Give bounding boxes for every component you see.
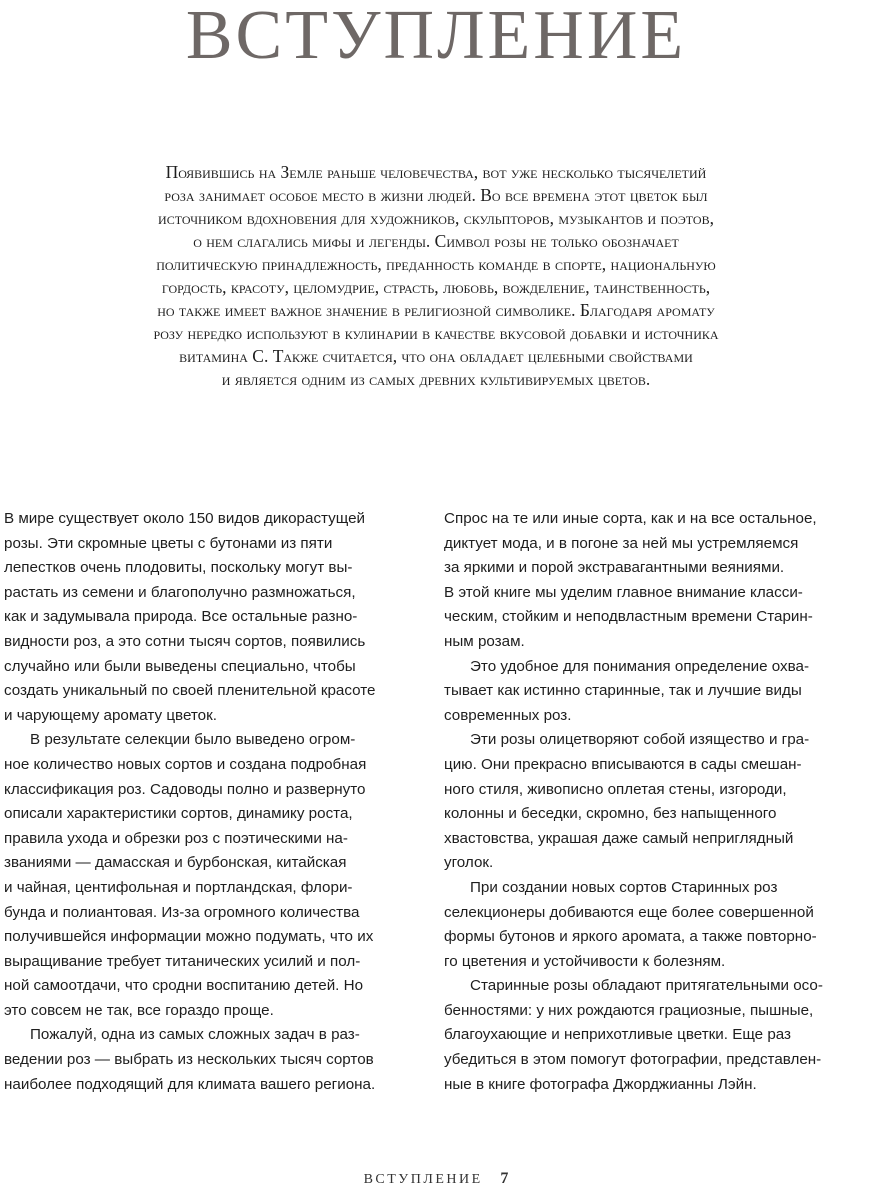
body-line: благоухающие и неприхотливые цветки. Еще раз xyxy=(444,1026,792,1044)
intro-line: и является одним из самых древних культивируемых цветов. xyxy=(221,369,651,389)
left-column xyxy=(4,507,416,1097)
body-line: го цветения и устойчивости к болезням. xyxy=(444,952,726,970)
body-line: Пожалуй, одна из самых сложных задач в раз- xyxy=(30,1026,360,1044)
body-line: формы бутонов и яркого аромата, а также повторно- xyxy=(444,928,817,946)
page-number: 7 xyxy=(500,1170,509,1187)
body-line: тывает как истинно старинные, так и лучшие виды xyxy=(444,682,802,700)
body-line: видности роз, а это сотни тысяч сортов, появились xyxy=(4,632,366,650)
intro-line: но также имеет важное значение в религиозной символике. Благодаря аромату xyxy=(157,300,715,320)
body-line: бенностями: у них рождаются грациозные, пышные, xyxy=(444,1001,814,1019)
body-line: ным розам. xyxy=(444,632,525,650)
body-line: ного стиля, живописно оплетая стены, изгороди, xyxy=(444,780,787,798)
body-line: ные в книге фотографа Джорджианны Лэйн. xyxy=(444,1075,757,1093)
body-line: лепестков очень плодовиты, поскольку могут вы- xyxy=(4,559,353,577)
body-line: описали характеристики сортов, динамику роста, xyxy=(4,805,353,823)
right-column xyxy=(444,507,862,1097)
body-line: современных роз. xyxy=(444,706,572,724)
intro-line: витамина С. Также считается, что она обладает целебными свойствами xyxy=(179,346,693,366)
body-line: случайно или были выведены специально, чтобы xyxy=(4,657,356,675)
body-line: Эти розы олицетворяют собой изящество и гра- xyxy=(470,731,810,749)
body-line: классификация роз. Садоводы полно и развернуто xyxy=(4,780,366,798)
body-line: растать из семени и благополучно размножаться, xyxy=(4,583,356,601)
body-line: ное количество новых сортов и создана подробная xyxy=(4,755,367,773)
body-line: и чайная, центифольная и портландская, флори- xyxy=(4,878,353,896)
intro-line: гордость, красоту, целомудрие, страсть, любовь, вожделение, таинственность, xyxy=(161,277,711,297)
intro-paragraph xyxy=(60,161,812,391)
body-line: званиями — дамасская и бурбонская, китайская xyxy=(4,854,347,872)
body-line: и чарующему аромату цветок. xyxy=(4,706,217,724)
body-line: выращивание требует титанических усилий и пол- xyxy=(4,952,361,970)
intro-line: политическую принадлежность, преданность команде в спорте, национальную xyxy=(156,254,716,274)
body-line: хвастовства, украшая даже самый неприглядный xyxy=(444,829,794,847)
page-title: ВСТУПЛЕНИЕ xyxy=(185,0,687,74)
intro-line: о нем слагались мифы и легенды. Символ розы не только обозначает xyxy=(193,231,679,251)
body-line: убедиться в этом помогут фотографии, представлен- xyxy=(444,1051,822,1069)
body-line: ной самоотдачи, что сродни воспитанию детей. Но xyxy=(4,977,364,995)
body-line: цию. Они прекрасно вписываются в сады смешан- xyxy=(444,755,802,773)
page-footer xyxy=(0,1170,872,1188)
body-line: наиболее подходящий для климата вашего региона. xyxy=(4,1075,376,1093)
body-line: ческим, стойким и неподвластным времени Старин- xyxy=(444,608,813,626)
body-line: бунда и полиантовая. Из-за огромного количества xyxy=(4,903,360,921)
body-line: Это удобное для понимания определение охва- xyxy=(470,657,810,675)
intro-line: розу нередко используют в кулинарии в качестве вкусовой добавки и источника xyxy=(153,323,719,343)
body-line: как и задумывала природа. Все остальные разно- xyxy=(4,608,358,626)
body-line: уголок. xyxy=(444,854,494,872)
body-line: это совсем не так, все гораздо проще. xyxy=(4,1001,274,1019)
body-line: Старинные розы обладают притягательными осо- xyxy=(470,977,823,995)
body-line: Спрос на те или иные сорта, как и на все остальное, xyxy=(444,510,817,527)
body-line: за яркими и порой экстравагантными веяниями. xyxy=(444,559,785,577)
body-line: ведении роз — выбрать из нескольких тысяч сортов xyxy=(4,1051,374,1069)
body-line: При создании новых сортов Старинных роз xyxy=(470,878,778,896)
body-line: В результате селекции было выведено огром- xyxy=(30,731,356,749)
body-line: правила ухода и обрезки роз с поэтическими на- xyxy=(4,829,348,847)
body-line: В мире существует около 150 видов дикорастущей xyxy=(4,510,366,527)
body-line: розы. Эти скромные цветы с бутонами из пяти xyxy=(4,534,333,552)
body-line: колонны и беседки, скромно, без напыщенного xyxy=(444,805,777,823)
intro-line: Появившись на Земле раньше человечества, вот уже несколько тысячелетий xyxy=(165,162,707,182)
body-line: получившейся информации можно подумать, что их xyxy=(4,928,374,946)
body-line: селекционеры добиваются еще более совершенной xyxy=(444,903,814,921)
intro-line: роза занимает особое место в жизни людей. Во все времена этот цветок был xyxy=(164,185,708,205)
body-line: В этой книге мы уделим главное внимание класси- xyxy=(444,583,803,601)
body-line: диктует мода, и в погоне за ней мы устремляемся xyxy=(444,534,799,552)
intro-line: источником вдохновения для художников, скульпторов, музыкантов и поэтов, xyxy=(158,208,714,228)
body-line: создать уникальный по своей пленительной красоте xyxy=(4,682,376,700)
running-footer-label: ВСТУПЛЕНИЕ xyxy=(363,1172,483,1187)
